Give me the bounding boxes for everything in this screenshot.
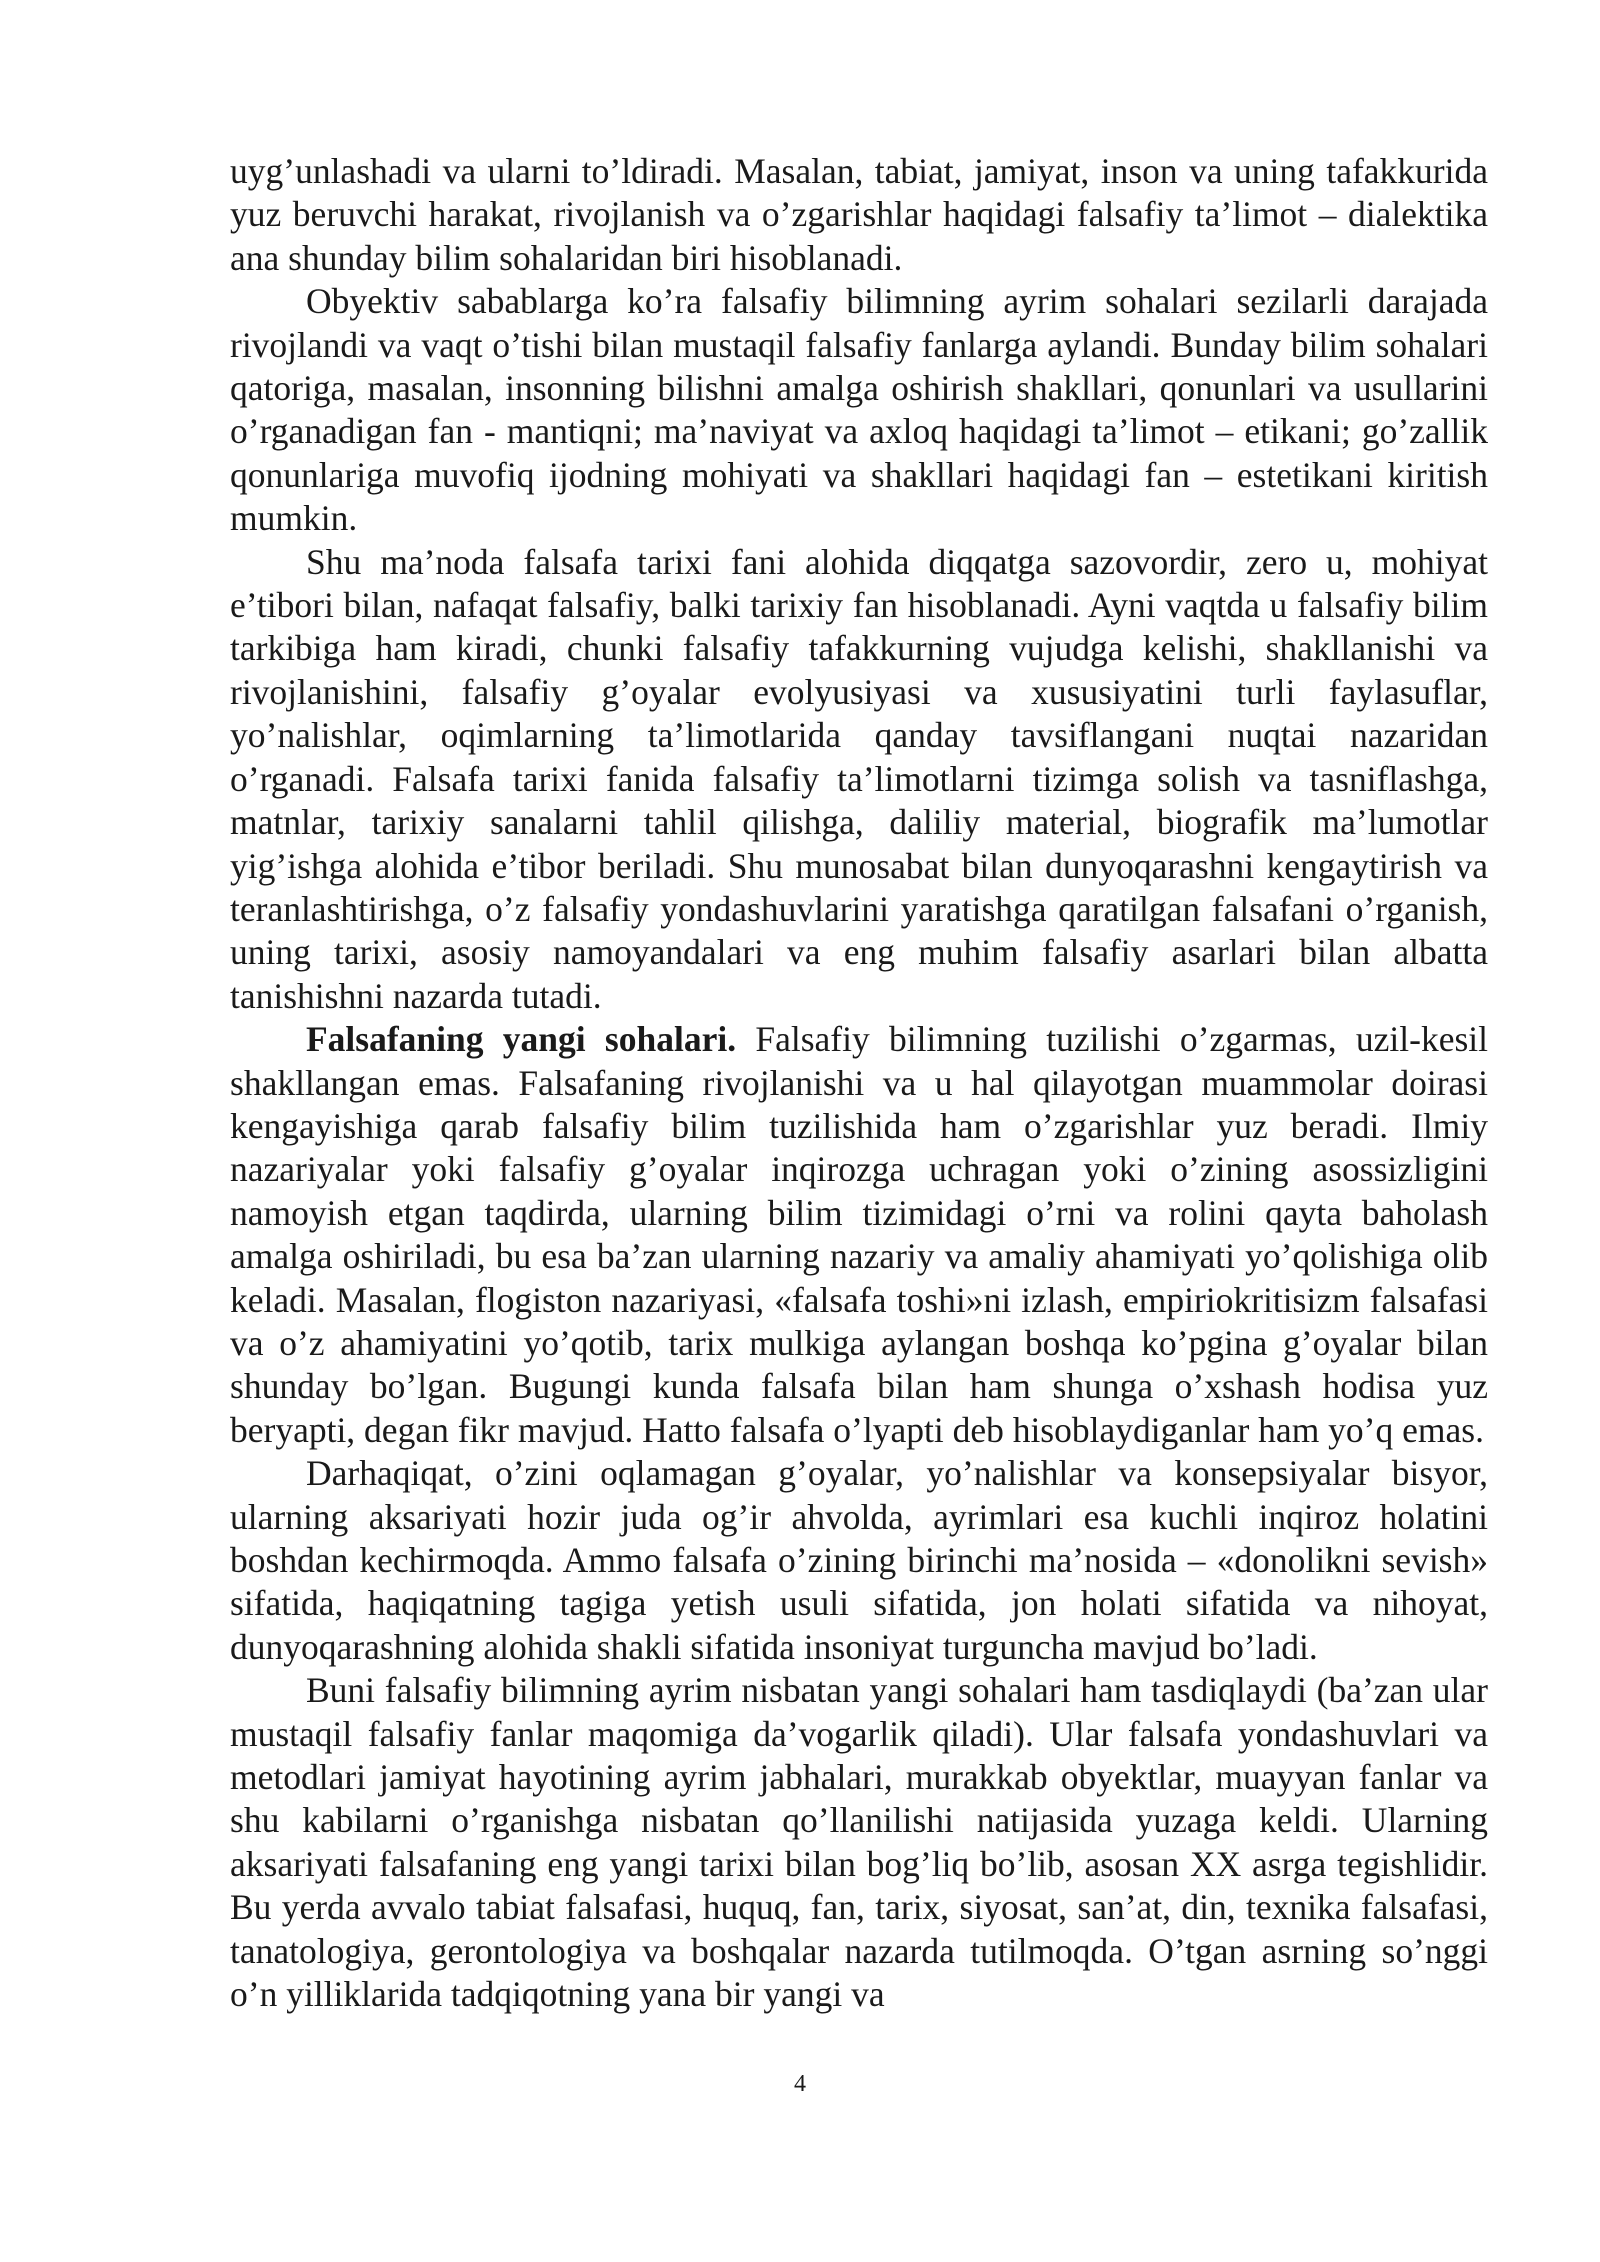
paragraph — [230, 280, 1488, 540]
paragraph-text: Shu ma’noda falsafa tarixi fani alohida diqqatga sazovordir, zero u, mohiyat e’tibori bilan, nafaqat falsafiy, balki tarixiy fan hisoblanadi. Ayni vaqtda u falsafiy bilim tarkibiga ham kiradi, chunki falsafiy tafakkurning vujudga kelishi, shakllanishi va rivojlanishini, falsafiy g’oyalar evolyusiyasi va xususiyatini turli faylasuflar, yo’nalishlar, oqimlarning ta’limotlarida qanday tavsiflangani nuqtai nazaridan o’rganadi. Falsafa tarixi fanida falsafiy ta’limotlarni tizimga solish va tasniflashga, matnlar, tarixiy sanalarni tahlil qilishga, daliliy material, biografik ma’lumotlar yig’ishga alohida e’tibor beriladi. Shu munosabat bilan dunyoqarashni kengaytirish va teranlashtirishga, o’z falsafiy yondashuvlarini yaratishga qaratilgan falsafani o’rganish, uning tarixi, asosiy namoyandalari va eng muhim falsafiy asarlari bilan albatta tanishishni nazarda tutadi. — [230, 541, 1488, 1016]
page-number: 4 — [794, 2071, 806, 2097]
paragraph — [230, 1669, 1488, 2016]
paragraph-text: uyg’unlashadi va ularni to’ldiradi. Masalan, tabiat, jamiyat, inson va uning tafakkurida yuz beruvchi harakat, rivojlanish va o’zgarishlar haqidagi falsafiy ta’limot – dialektika ana shunday bilim sohalaridan biri hisoblanadi. — [230, 151, 1488, 278]
section-heading: Falsafaning yangi sohalari. — [306, 1019, 737, 1060]
paragraph — [230, 1018, 1488, 1452]
paragraph-text: Falsafiy bilimning tuzilishi o’zgarmas, uzil-kesil shakllangan emas. Falsafaning rivojlanishi va u hal qilayotgan muammolar doirasi kengayishiga qarab falsafiy bilim tuzilishida ham o’zgarishlar yuz beradi. Ilmiy nazariyalar yoki falsafiy g’oyalar inqirozga uchragan yoki o’zining asossizligini namoyish etgan taqdirda, ularning bilim tizimidagi o’rni va rolini qayta baholash amalga oshiriladi, bu esa ba’zan ularning nazariy va amaliy ahamiyati yo’qolishiga olib keladi. Masalan, flogiston nazariyasi, «falsafa toshi»ni izlash, empiriokritisizm falsafasi va o’z ahamiyatini yo’qotib, tarix mulkiga aylangan boshqa ko’pgina g’oyalar bilan shunday bo’lgan. Bugungi kunda falsafa bilan ham shunga o’xshash hodisa yuz beryapti, degan fikr mavjud. Hatto falsafa o’lyapti deb hisoblaydiganlar ham yo’q emas. — [230, 1019, 1489, 1450]
paragraph-text: Buni falsafiy bilimning ayrim nisbatan yangi sohalari ham tasdiqlaydi (ba’zan ular mustaqil falsafiy fanlar maqomiga da’vogarlik qiladi). Ular falsafa yondashuvlari va metodlari jamiyat hayotining ayrim jabhalari, murakkab obyektlar, muayyan fanlar va shu kabilarni o’rganishga nisbatan qo’llanilishi natijasida yuzaga keldi. Ularning aksariyati falsafaning eng yangi tarixi bilan bog’liq bo’lib, asosan XX asrga tegishlidir. Bu yerda avvalo tabiat falsafasi, huquq, fan, tarix, siyosat, san’at, din, texnika falsafasi, tanatologiya, gerontologiya va boshqalar nazarda tutilmoqda. O’tgan asrning so’nggi o’n yilliklarida tadqiqotning yana bir yangi va — [230, 1670, 1488, 2015]
paragraph — [230, 150, 1488, 280]
paragraph — [230, 1452, 1488, 1669]
paragraph-text: Obyektiv sabablarga ko’ra falsafiy bilimning ayrim sohalari sezilarli darajada rivojlandi va vaqt o’tishi bilan mustaqil falsafiy fanlarga aylandi. Bunday bilim sohalari qatoriga, masalan, insonning bilishni amalga oshirish shakllari, qonunlari va usullarini o’rganadigan fan - mantiqni; ma’naviyat va axloq haqidagi ta’limot – etikani; go’zallik qonunlariga muvofiq ijodning mohiyati va shakllari haqidagi fan – estetikani kiritish mumkin. — [230, 281, 1488, 539]
document-page — [230, 150, 1488, 2016]
paragraph-text: Darhaqiqat, o’zini oqlamagan g’oyalar, yo’nalishlar va konsepsiyalar bisyor, ularning aksariyati hozir juda og’ir ahvolda, ayrimlari esa kuchli inqiroz holatini boshdan kechirmoqda. Ammo falsafa o’zining birinchi ma’nosida – «donolikni sevish» sifatida, haqiqatning tagiga yetish usuli sifatida, jon holati sifatida va nihoyat, dunyoqarashning alohida shakli sifatida insoniyat turguncha mavjud bo’ladi. — [230, 1453, 1488, 1667]
paragraph — [230, 541, 1488, 1018]
